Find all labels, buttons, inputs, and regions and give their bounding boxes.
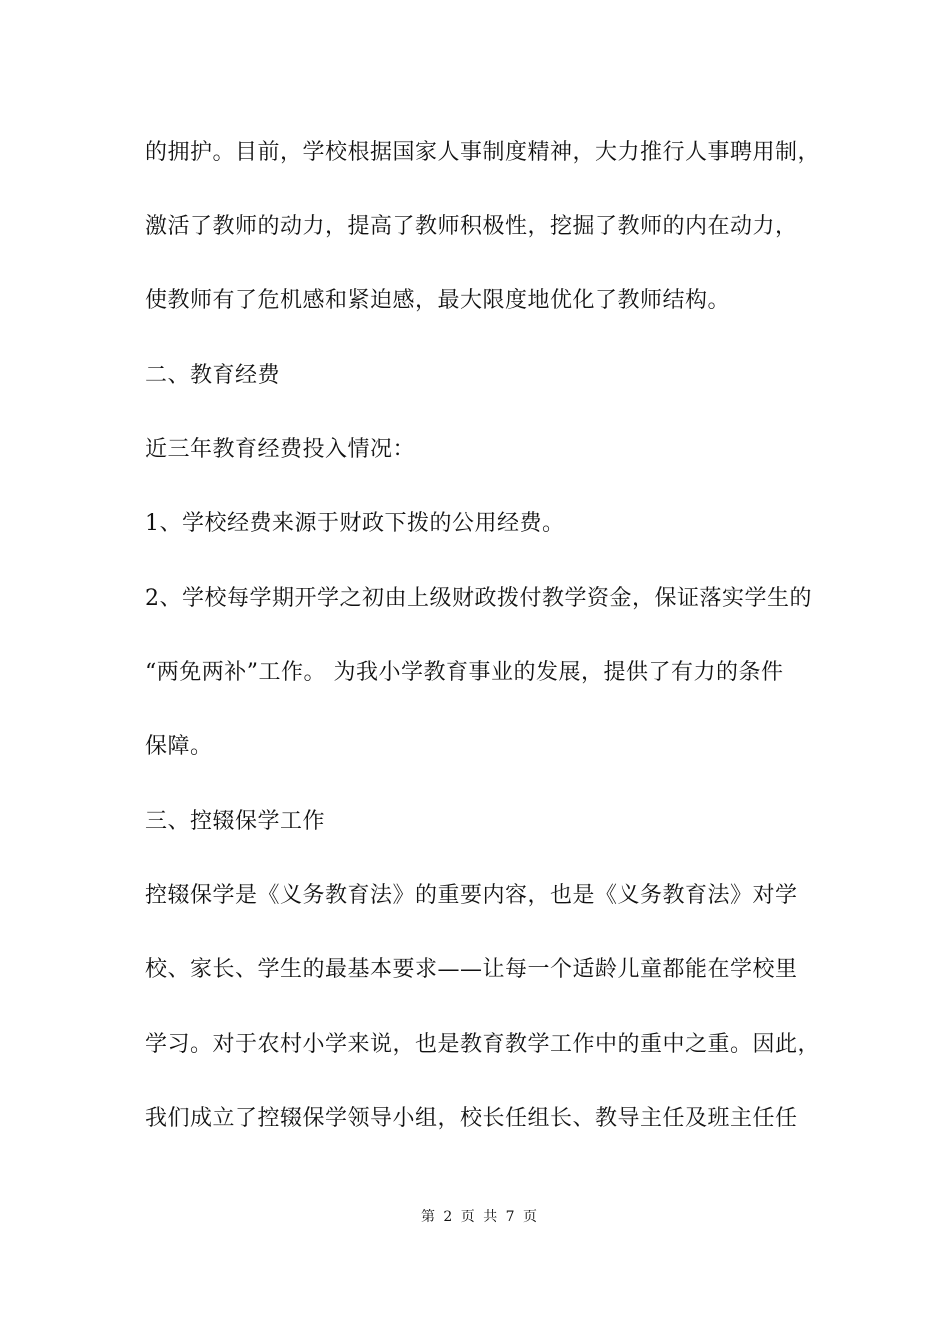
body-text-line: “两免两补”工作。 为我小学教育事业的发展，提供了有力的条件 [145,660,784,685]
page-number-footer: 第 2 页 共 7 页 [420,1209,540,1225]
body-text-line: 的拥护。目前，学校根据国家人事制度精神，大力推行人事聘用制， [145,140,821,165]
body-text-line: 控辍保学是《义务教育法》的重要内容，也是《义务教育法》对学 [145,883,798,908]
body-text-line: 使教师有了危机感和紧迫感，最大限度地优化了教师结构。 [145,288,731,313]
section-heading-dropout-control: 三、控辍保学工作 [145,809,326,834]
body-text-line: 校、家长、学生的最基本要求——让每一个适龄儿童都能在学校里 [145,957,798,982]
body-text-line: 近三年教育经费投入情况： [145,437,416,462]
body-text-line: 保障。 [145,734,213,759]
section-heading-education-funding: 二、教育经费 [145,363,281,388]
body-text-line: 我们成立了控辍保学领导小组，校长任组长、教导主任及班主任任 [145,1106,798,1131]
list-item-2: 2、学校每学期开学之初由上级财政拨付教学资金，保证落实学生的 [145,586,812,611]
list-item-1: 1、学校经费来源于财政下拨的公用经费。 [145,511,565,536]
body-text-line: 激活了教师的动力，提高了教师积极性，挖掘了教师的内在动力， [145,214,798,239]
body-text-line: 学习。对于农村小学来说，也是教育教学工作中的重中之重。因此， [145,1032,821,1057]
